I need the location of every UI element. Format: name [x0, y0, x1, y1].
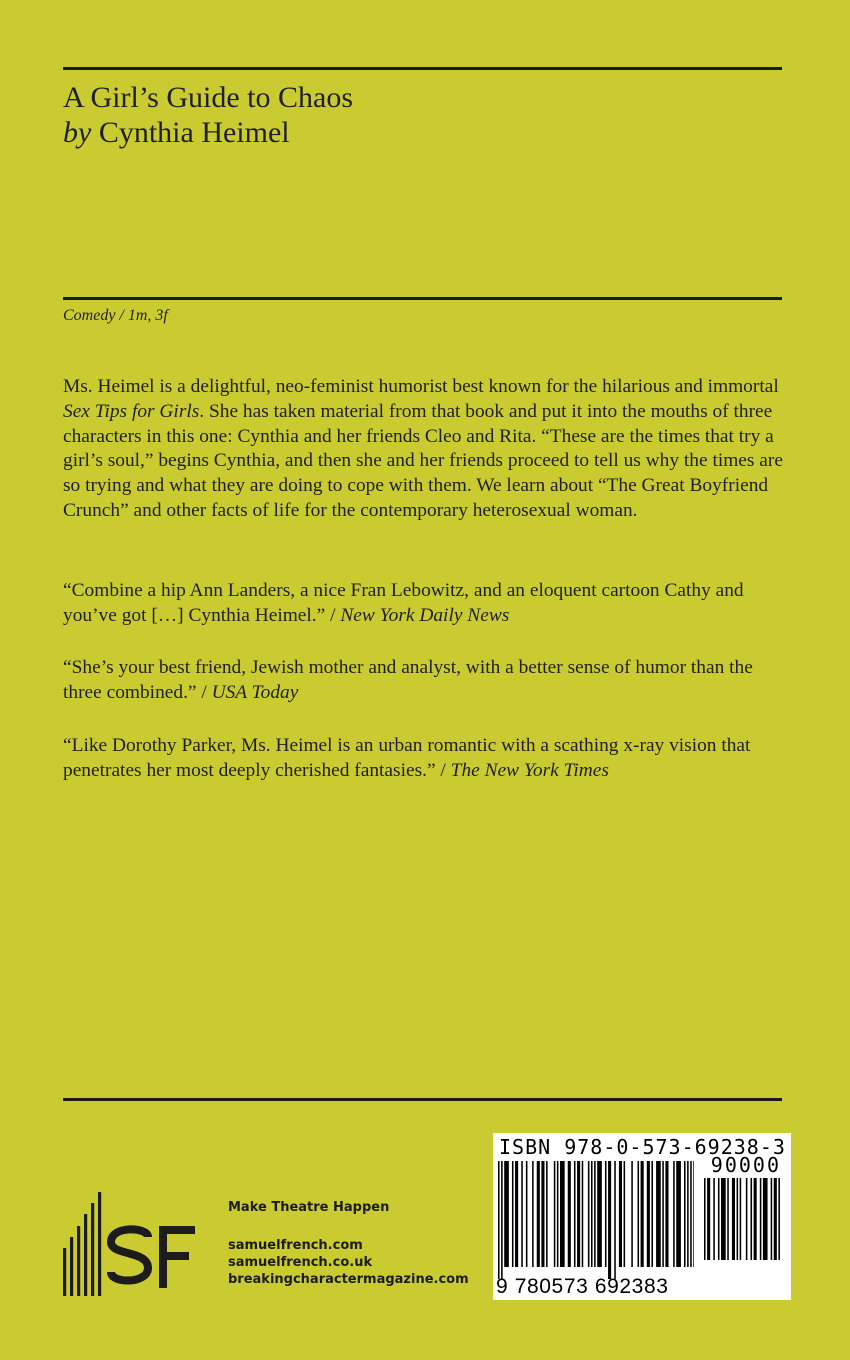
barcode-bar: [537, 1161, 540, 1267]
barcode-bar: [512, 1161, 514, 1267]
barcode-bar: [614, 1161, 616, 1279]
barcode-bar: [608, 1161, 611, 1279]
price-code: 90000: [710, 1153, 781, 1177]
barcode-bar: [760, 1178, 762, 1260]
description-paragraph: [63, 375, 788, 524]
barcode-bar: [638, 1161, 640, 1267]
barcode-bar: [641, 1161, 644, 1267]
barcode-bar: [727, 1178, 729, 1260]
review-text: “She’s your best friend, Jewish mother and analyst, with a better sense of humor than the three combined.” /: [63, 657, 753, 703]
barcode-bar: [568, 1161, 571, 1267]
barcode-bar: [515, 1161, 518, 1267]
barcode-bar: [656, 1161, 661, 1267]
review-source: The New York Times: [450, 759, 609, 781]
barcode-bar: [631, 1161, 633, 1267]
barcode-bar: [746, 1178, 748, 1260]
barcode-bar: [501, 1161, 503, 1279]
barcode-bar: [690, 1161, 692, 1267]
barcode-bar: [582, 1161, 584, 1267]
book-title-block: [63, 80, 353, 150]
barcode-bar: [737, 1178, 739, 1260]
barcode-bar: [707, 1178, 710, 1260]
barcode-bar: [574, 1161, 576, 1267]
review-text: “Combine a hip Ann Landers, a nice Fran Lebowitz, and an eloquent cartoon Cathy and you’ve got […] Cynthia Heimel.” /: [63, 580, 744, 626]
barcode-bar: [546, 1161, 548, 1267]
barcode-bar: [504, 1161, 509, 1267]
barcode-bar: [532, 1161, 534, 1267]
barcode-bar: [676, 1161, 681, 1267]
review-source: USA Today: [211, 681, 299, 703]
barcode-bar: [597, 1161, 602, 1267]
review-text: “Like Dorothy Parker, Ms. Heimel is an urban romantic with a scathing x-ray vision that penetrates her most deeply cherished fantasies.” /: [63, 735, 751, 781]
barcode-bar: [521, 1161, 523, 1267]
publisher-tagline: Make Theatre Happen: [228, 1200, 390, 1215]
barcode-bar: [721, 1178, 726, 1260]
publisher-info: [228, 1200, 469, 1288]
barcode-bar: [713, 1178, 715, 1260]
author-name: Cynthia Heimel: [98, 116, 290, 149]
barcode-bar: [619, 1161, 622, 1267]
barcode-bar: [665, 1161, 668, 1267]
genre-cast: Comedy / 1m, 3f: [63, 307, 168, 324]
barcode-bar: [778, 1178, 780, 1260]
barcode-bar: [554, 1161, 556, 1267]
publisher-url[interactable]: breakingcharactermagazine.com: [228, 1272, 469, 1287]
isbn-label: ISBN 978-0-573-69238-3: [499, 1135, 786, 1159]
barcode-bar: [541, 1161, 544, 1267]
description-part2: . She has taken material from that book and put it into the mouths of three characters in this one: Cynthia and her friends Cleo and Rita. “These are the times that try a girl’s soul,” begins Cynthia, and then she and her friends proceed to tell us why the times are so trying and what they are doing to cope with them. We learn about “The Great Boyfriend Crunch” and other facts of life for the contemporary heterosexual woman.: [63, 400, 783, 521]
publisher-url[interactable]: samuelfrench.co.uk: [228, 1255, 373, 1270]
barcode-digits: 9 780573 692383: [496, 1275, 669, 1298]
top-rule: [63, 67, 782, 70]
middle-rule: [63, 297, 782, 300]
barcode-bar: [774, 1178, 777, 1260]
barcode-bar: [651, 1161, 653, 1267]
book-title: A Girl’s Guide to Chaos: [63, 81, 353, 114]
barcode-bar: [647, 1161, 650, 1267]
barcode-bar: [704, 1178, 706, 1260]
by-word: by: [63, 116, 92, 149]
barcode-bar: [526, 1161, 528, 1267]
barcode-bar: [740, 1178, 742, 1260]
barcode-bar: [588, 1161, 590, 1267]
barcode-bar: [673, 1161, 675, 1267]
description-part1: Ms. Heimel is a delightful, neo-feminist humorist best known for the hilarious and immortal: [63, 376, 779, 397]
review-quote: [63, 579, 788, 629]
barcode-bar: [754, 1178, 757, 1260]
isbn-barcode: [493, 1133, 791, 1300]
barcode-bar: [560, 1161, 565, 1267]
barcode-bar: [624, 1161, 626, 1267]
barcode-bar: [687, 1161, 689, 1267]
review-quote: [63, 656, 788, 706]
publisher-url[interactable]: samuelfrench.com: [228, 1238, 363, 1253]
addon-barcode-bars: [704, 1178, 782, 1272]
barcode-bar: [591, 1161, 593, 1267]
barcode-bar: [684, 1161, 686, 1267]
barcode-bar: [557, 1161, 559, 1267]
review-quote: [63, 734, 788, 784]
barcode-bar: [732, 1178, 735, 1260]
barcode-bar: [662, 1161, 664, 1267]
bottom-rule: [63, 1098, 782, 1101]
barcode-bars: [498, 1161, 694, 1279]
barcode-bar: [751, 1178, 753, 1260]
barcode-bar: [718, 1178, 720, 1260]
barcode-bar: [693, 1161, 694, 1267]
book-title-reference: Sex Tips for Girls: [63, 400, 200, 422]
barcode-bar: [594, 1161, 596, 1267]
barcode-bar: [577, 1161, 580, 1267]
barcode-bar: [771, 1178, 773, 1260]
barcode-bar: [498, 1161, 500, 1279]
barcode-bar: [605, 1161, 607, 1267]
barcode-bar: [763, 1178, 768, 1260]
review-source: New York Daily News: [340, 604, 510, 626]
samuel-french-logo: [63, 1192, 195, 1296]
